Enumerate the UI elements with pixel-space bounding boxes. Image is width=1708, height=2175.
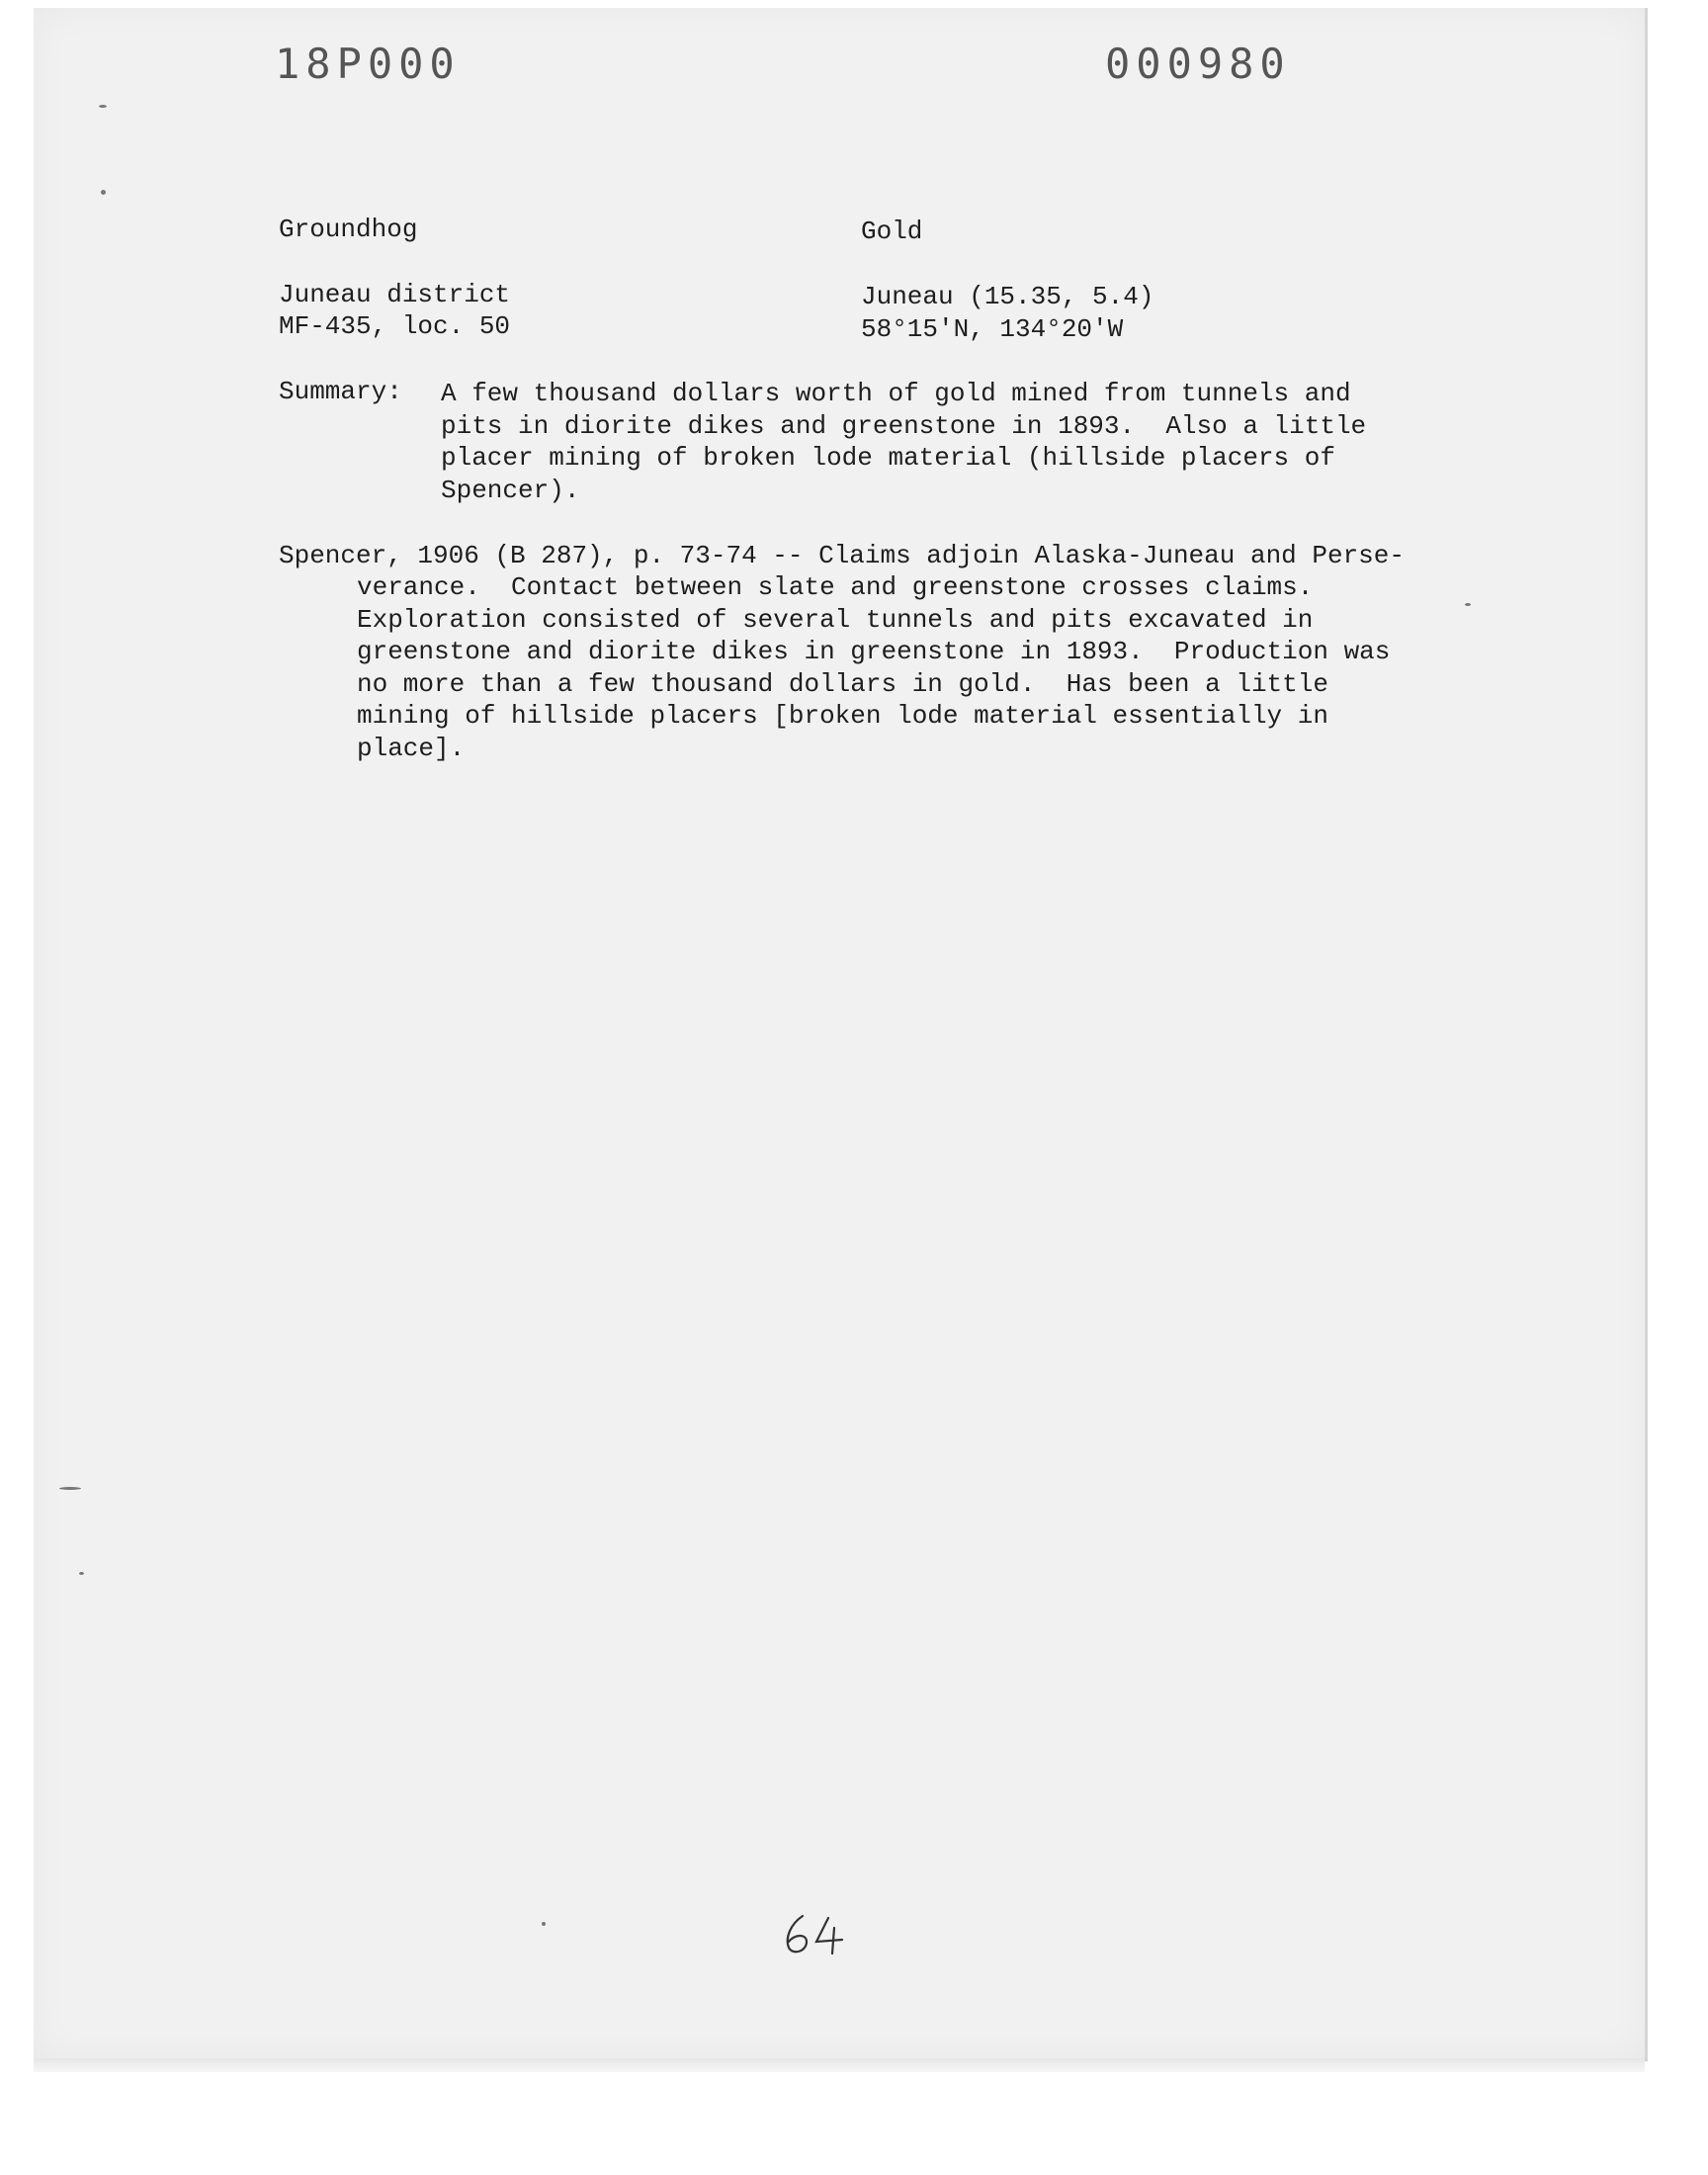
file-stamp-left: 18P000 (275, 40, 461, 88)
page-bottom-edge (34, 2058, 1645, 2072)
reference-line: mining of hillside placers [broken lode material essentially in (357, 701, 1328, 731)
district: Juneau district (279, 280, 511, 309)
document-page (34, 8, 1648, 2061)
summary-line: pits in diorite dikes and greenstone in 1893. Also a little (441, 410, 1367, 441)
scan-speck (542, 1922, 546, 1926)
file-stamp-right: 000980 (1105, 40, 1291, 88)
deposit-name: Groundhog (279, 215, 418, 244)
reference-text (357, 571, 1390, 764)
summary-label: Summary: (279, 377, 402, 406)
handwritten-page-number (777, 1908, 866, 1958)
reference-first-line: Spencer, 1906 (B 287), p. 73-74 -- Claims adjoin Alaska-Juneau and Perse- (279, 541, 1405, 570)
reference-line: place]. (357, 733, 466, 763)
scan-speck (99, 105, 107, 108)
reference-line: verance. Contact between slate and greenstone crosses claims. (357, 572, 1314, 602)
reference-line: greenstone and diorite dikes in greenstone in 1893. Production was (357, 637, 1391, 666)
scan-speck (1465, 603, 1471, 606)
coordinates: 58°15'N, 134°20'W (861, 314, 1124, 344)
quadrangle: Juneau (15.35, 5.4) (861, 282, 1154, 311)
reference-line: Exploration consisted of several tunnels and pits excavated in (357, 604, 1314, 635)
commodity: Gold (861, 217, 923, 246)
summary-text (441, 378, 1429, 506)
summary-line: Spencer). (441, 475, 580, 505)
summary-line: placer mining of broken lode material (hillside placers of (441, 443, 1335, 473)
scan-speck (79, 1572, 84, 1575)
scan-speck (101, 190, 106, 195)
map-reference: MF-435, loc. 50 (279, 311, 511, 341)
summary-line: A few thousand dollars worth of gold mined from tunnels and (441, 379, 1351, 408)
reference-line: no more than a few thousand dollars in gold. Has been a little (357, 668, 1328, 699)
scan-speck (59, 1487, 81, 1490)
